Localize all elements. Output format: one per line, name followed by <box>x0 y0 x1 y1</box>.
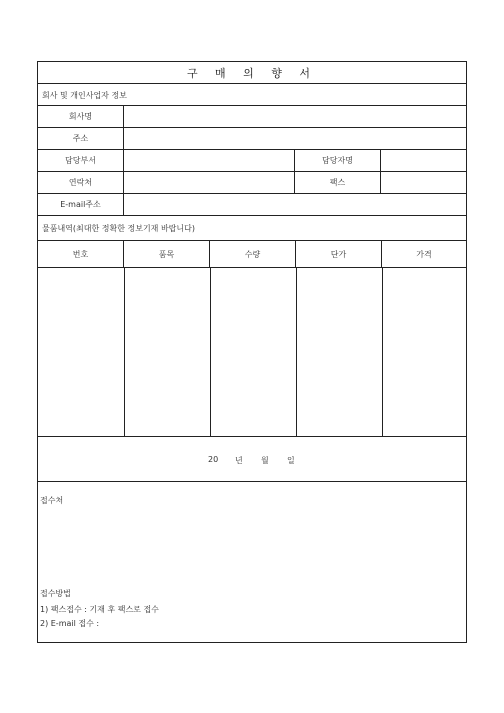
date-row <box>38 437 466 482</box>
email-field[interactable] <box>124 194 466 215</box>
form-title: 구 매 의 향 서 <box>186 66 318 80</box>
items-section-row <box>38 216 466 241</box>
method-label: 접수방법 <box>40 589 71 598</box>
items-col-item[interactable] <box>124 268 211 436</box>
col-header-item: 품목 <box>124 241 210 267</box>
manager-name-field[interactable] <box>381 150 466 171</box>
purchase-intent-form <box>37 61 467 643</box>
items-col-unit-price[interactable] <box>296 268 383 436</box>
date-year-unit: 년 <box>235 456 243 465</box>
department-row <box>38 150 466 172</box>
company-name-field[interactable] <box>124 106 466 127</box>
email-label: E-mail주소 <box>38 194 124 215</box>
company-section-label: 회사 및 개인사업자 정보 <box>42 91 127 100</box>
contact-row <box>38 172 466 194</box>
manager-name-label: 담당자명 <box>295 150 381 171</box>
contact-label: 연락처 <box>38 172 124 193</box>
items-body <box>38 268 466 437</box>
fax-label: 팩스 <box>295 172 381 193</box>
contact-field[interactable] <box>124 172 295 193</box>
fax-field[interactable] <box>381 172 466 193</box>
items-col-number[interactable] <box>38 268 125 436</box>
col-header-price: 가격 <box>416 249 432 259</box>
items-col-quantity[interactable] <box>210 268 297 436</box>
method-fax: 1) 팩스접수 : 기재 후 팩스로 접수 <box>40 605 159 614</box>
col-header-unit-price: 단가 <box>296 241 382 267</box>
date-day-unit: 일 <box>287 456 295 465</box>
method-email: 2) E-mail 접수 : <box>40 619 100 628</box>
company-name-row <box>38 106 466 128</box>
col-header-number: 번호 <box>38 241 124 267</box>
col-header-quantity: 수량 <box>210 241 296 267</box>
address-row <box>38 128 466 150</box>
date-month-unit: 월 <box>261 456 269 465</box>
department-label: 담당부서 <box>38 150 124 171</box>
items-section-label: 물품내역(최대한 정확한 정보기재 바랍니다) <box>42 224 195 233</box>
address-label: 주소 <box>38 128 124 149</box>
email-row <box>38 194 466 216</box>
department-field[interactable] <box>124 150 295 171</box>
company-section-row <box>38 84 466 106</box>
company-name-label: 회사명 <box>38 106 124 127</box>
receipt-label: 접수처 <box>40 496 64 505</box>
date-year: 20 <box>208 455 219 464</box>
title-row <box>38 62 466 84</box>
items-header-row <box>38 241 466 268</box>
address-field[interactable] <box>124 128 466 149</box>
